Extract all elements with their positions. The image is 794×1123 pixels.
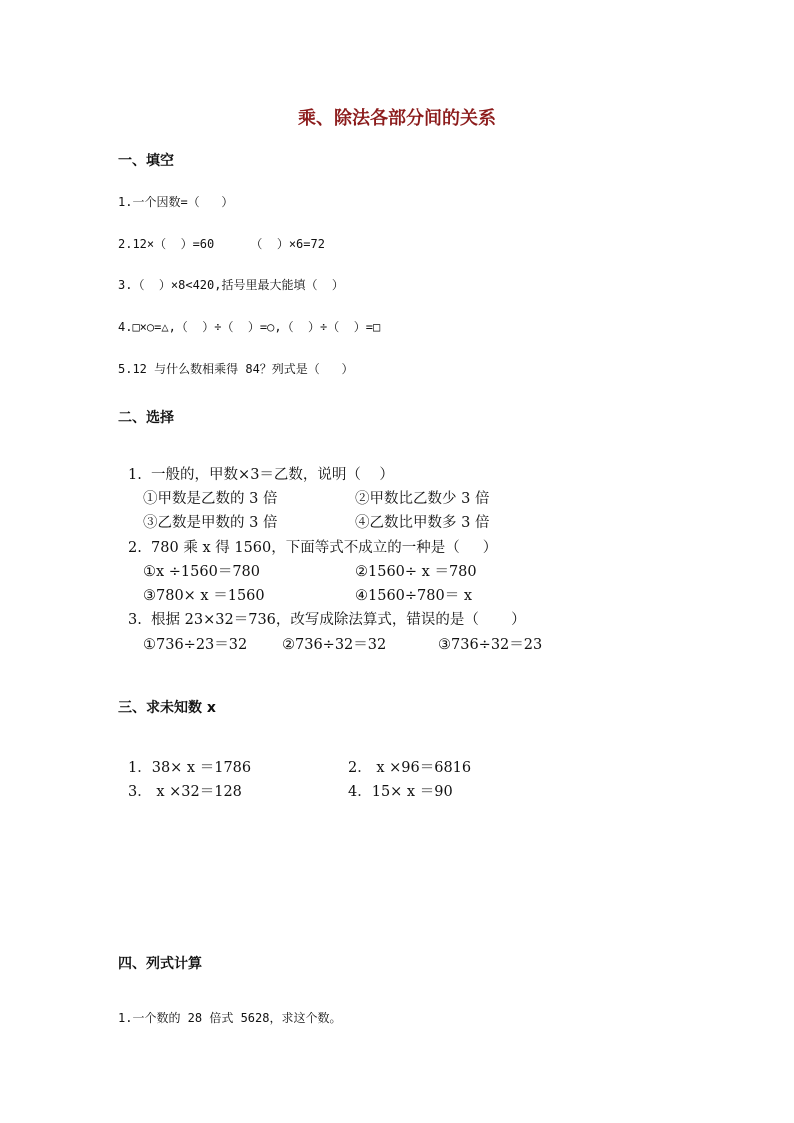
fill-item-2: 2.12×（ ）=60 （ ）×6=72 [118, 237, 325, 251]
choice-q1-option-4: ④乙数比甲数多 3 倍 [355, 515, 490, 531]
choice-question-3: 3. 根据 23×32＝736，改写成除法算式，错误的是（ ） [128, 612, 526, 628]
choice-q1-option-1: ①甲数是乙数的 3 倍 [143, 491, 278, 507]
choice-q2-option-4: ④1560÷780＝ x [355, 588, 473, 604]
choice-q1-option-3: ③乙数是甲数的 3 倍 [143, 515, 278, 531]
page-title: 乘、除法各部分间的关系 [298, 108, 496, 129]
choice-q2-option-2: ②1560÷ x ＝780 [355, 564, 477, 580]
section-heading-choice: 二、选择 [118, 410, 174, 426]
equation-1: 1．38× x ＝1786 [128, 760, 252, 776]
equation-3: 3． x ×32＝128 [128, 784, 242, 800]
choice-q3-option-2: ②736÷32＝32 [282, 637, 387, 653]
choice-q3-option-1: ①736÷23＝32 [143, 637, 248, 653]
equation-2: 2． x ×96＝6816 [348, 760, 472, 776]
section-heading-unknown: 三、求未知数 x [118, 700, 216, 716]
fill-item-4: 4.□×○=△,（ ）÷（ ）=○,（ ）÷（ ）=□ [118, 320, 381, 334]
calc-item-1: 1.一个数的 28 倍式 5628，求这个数。 [118, 1011, 342, 1025]
choice-q2-option-1: ①x ÷1560＝780 [143, 564, 261, 580]
choice-q2-option-3: ③780× x ＝1560 [143, 588, 265, 604]
section-heading-calc: 四、列式计算 [118, 956, 202, 972]
equation-4: 4．15× x ＝90 [348, 784, 453, 800]
choice-q1-option-2: ②甲数比乙数少 3 倍 [355, 491, 490, 507]
fill-item-1: 1.一个因数=（ ） [118, 195, 234, 209]
choice-question-2: 2. 780 乘 x 得 1560，下面等式不成立的一种是（ ） [128, 540, 498, 556]
choice-question-1: 1. 一般的，甲数×3＝乙数，说明（ ） [128, 467, 394, 483]
fill-item-5: 5.12 与什么数相乘得 84？列式是（ ） [118, 362, 354, 376]
choice-q3-option-3: ③736÷32＝23 [438, 637, 543, 653]
fill-item-3: 3.（ ）×8<420,括号里最大能填（ ） [118, 278, 344, 292]
section-heading-fill: 一、填空 [118, 153, 174, 169]
